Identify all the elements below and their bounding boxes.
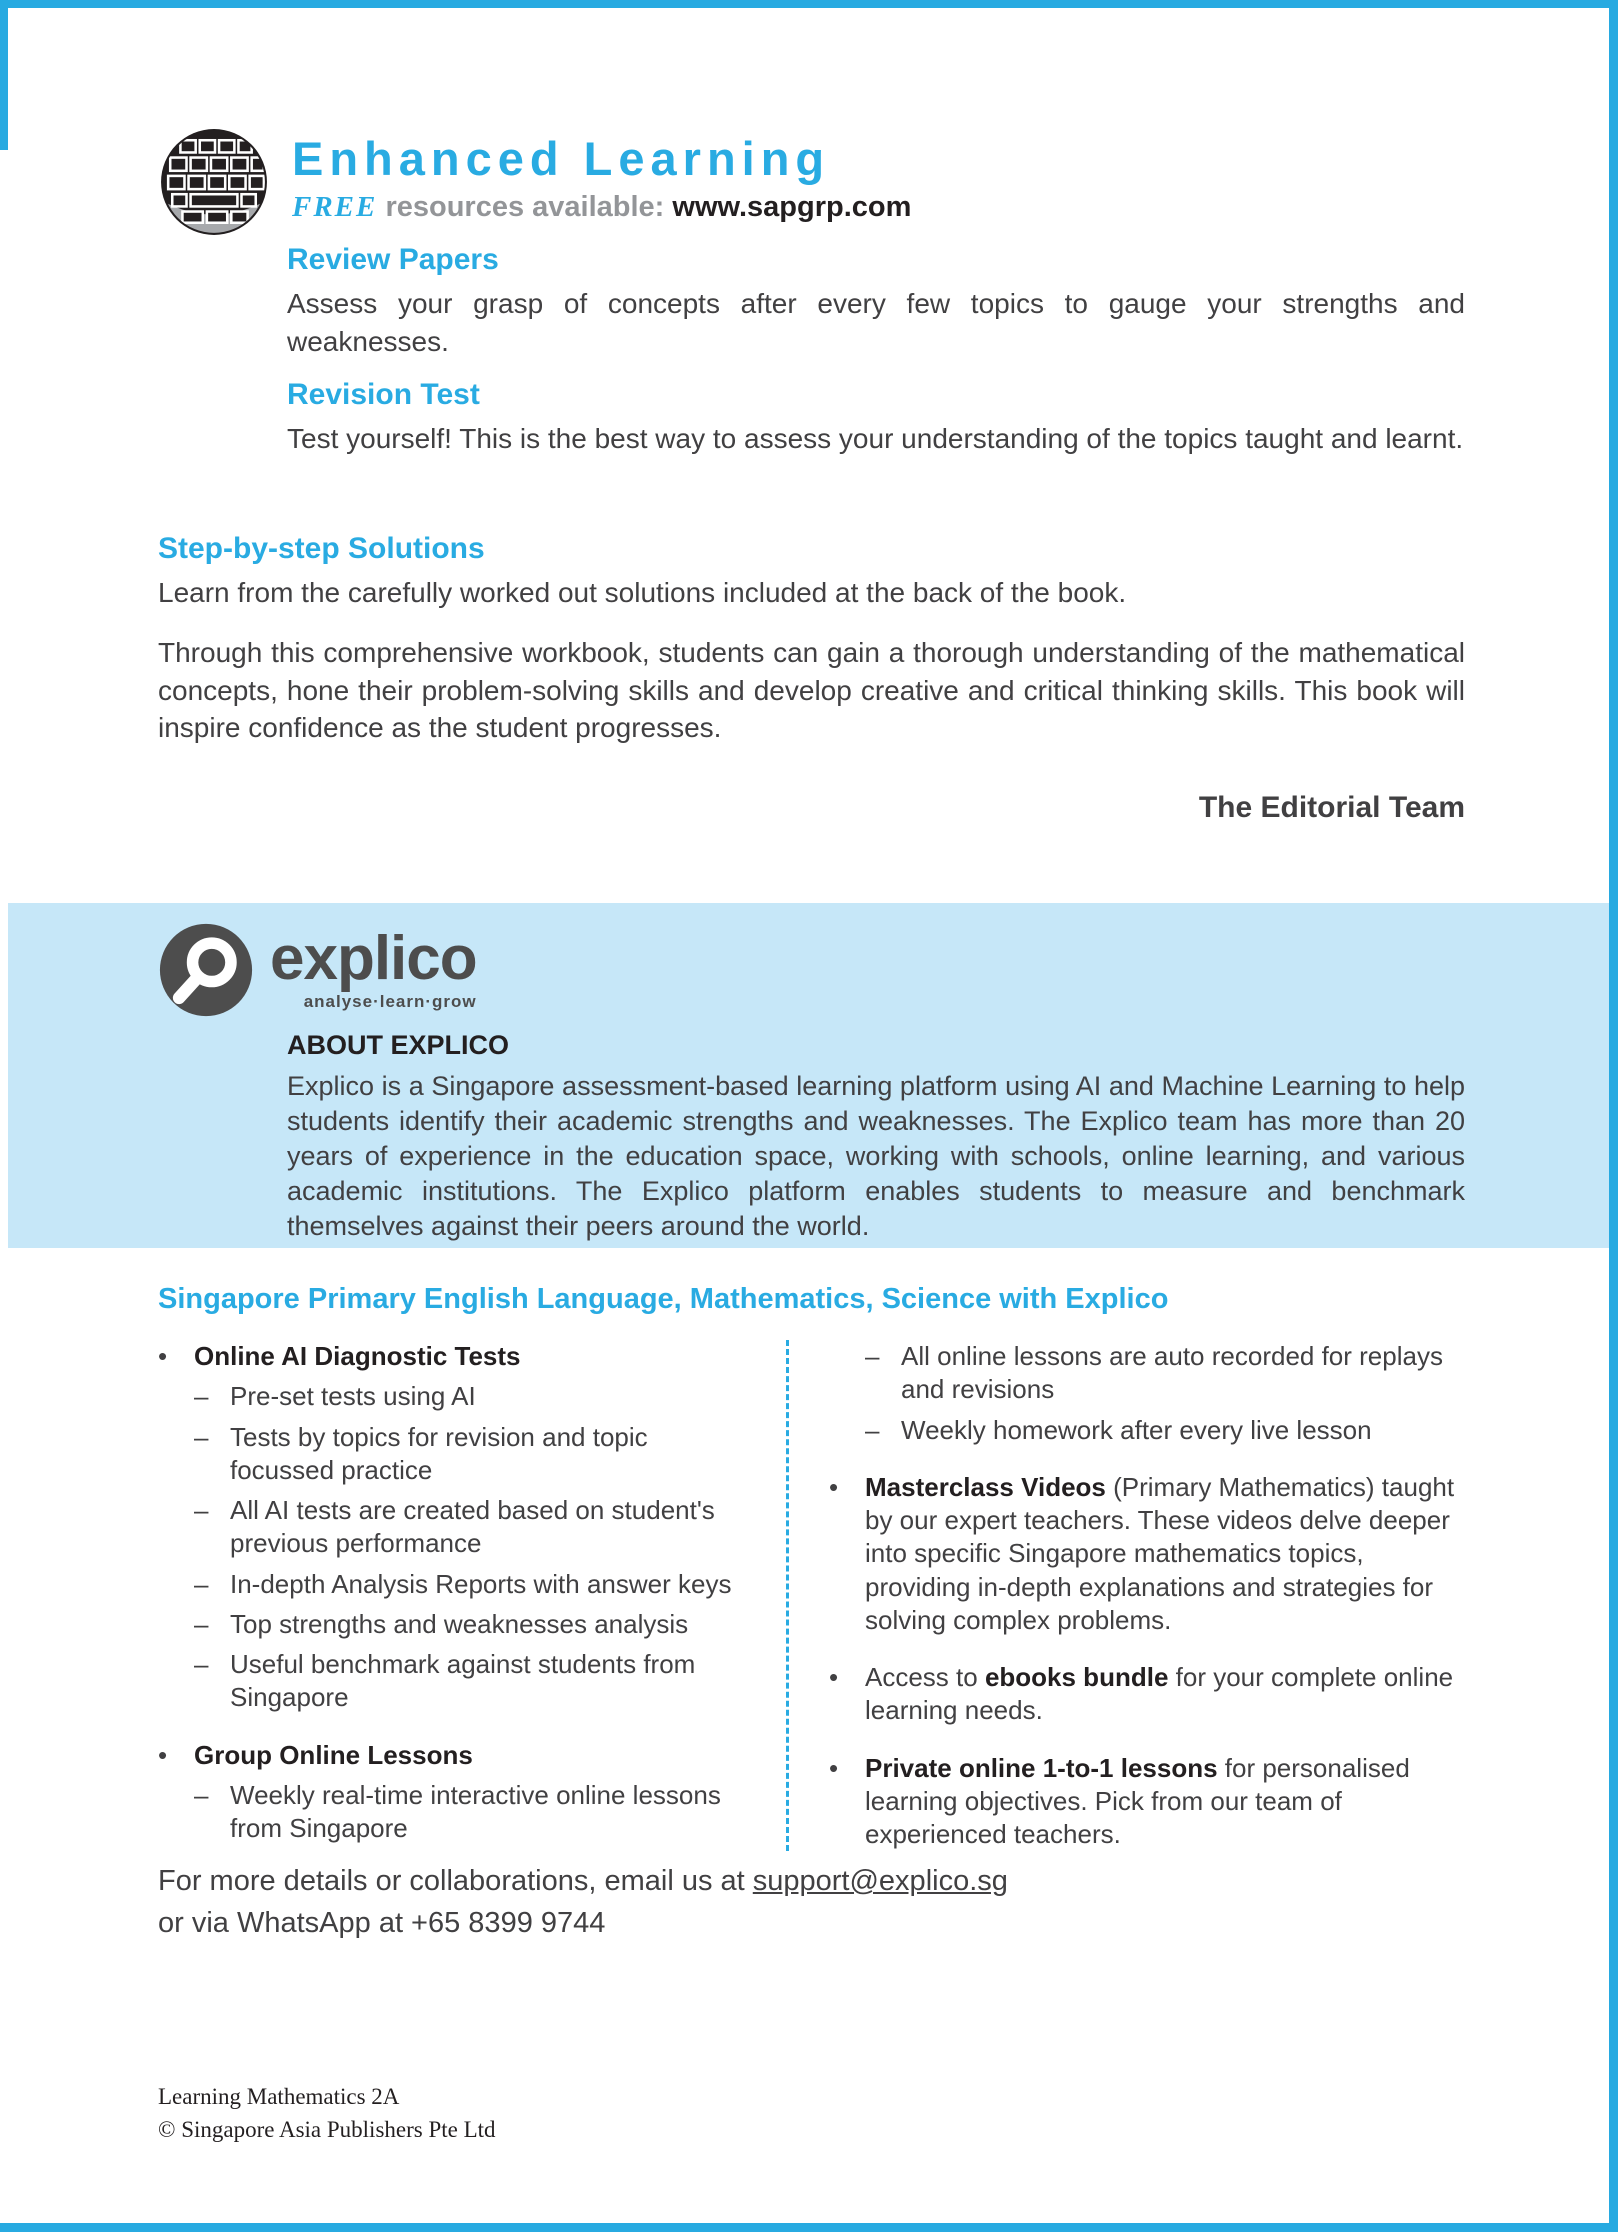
- offers-heading: Singapore Primary English Language, Mathematics, Science with Explico: [158, 1283, 1169, 1315]
- free-resources-line: [292, 191, 911, 224]
- explico-wordmark: explico: [270, 924, 477, 993]
- page-footer: [158, 2080, 496, 2147]
- explico-tagline: analyse·learn·grow: [303, 992, 477, 1011]
- list-item-text: Top strengths and weaknesses analysis: [230, 1608, 689, 1639]
- footer-copyright: © Singapore Asia Publishers Pte Ltd: [158, 2117, 496, 2143]
- solutions-body: Learn from the carefully worked out solutions included at the back of the book.: [158, 577, 1127, 608]
- footer-book-title: Learning Mathematics 2A: [158, 2084, 400, 2109]
- list-item: [158, 1568, 758, 1601]
- list-item: [158, 1779, 758, 1846]
- list-item: [158, 1648, 758, 1715]
- list-marker: •: [829, 1471, 839, 1502]
- explico-logo-icon: [158, 922, 254, 1018]
- list-item: [829, 1340, 1465, 1407]
- free-label: FREE: [292, 191, 378, 224]
- list-item-text: Masterclass Videos (Primary Mathematics) taught by our expert teachers. These videos delve deeper into specific Singapore mathematics topics, providing in-depth explanations and strategies for solving complex problems.: [865, 1471, 1455, 1635]
- contact-line-2: or via WhatsApp at +65 8399 9744: [158, 1907, 606, 1940]
- contact-line-1: [158, 1860, 1008, 1902]
- page-border-bottom: [0, 2223, 1618, 2232]
- list-marker: •: [829, 1752, 839, 1783]
- offers-columns: [158, 1340, 1465, 1851]
- explico-logo: [158, 922, 477, 1018]
- list-item: [158, 1494, 758, 1561]
- revision-test-heading: Revision Test: [287, 378, 480, 411]
- list-item-text: All AI tests are created based on student's previous performance: [230, 1495, 715, 1559]
- list-marker: –: [194, 1779, 209, 1810]
- list-item-text: Group Online Lessons: [194, 1739, 473, 1770]
- contact-block: [158, 1860, 1008, 1944]
- globe-keyboard-icon: [158, 126, 270, 238]
- list-item-text: Weekly real-time interactive online lessons from Singapore: [230, 1779, 721, 1844]
- list-marker: •: [158, 1341, 168, 1371]
- resources-text: resources available:: [385, 191, 665, 224]
- support-email-link[interactable]: support@explico.sg: [752, 1865, 1008, 1897]
- list-item: [158, 1608, 758, 1641]
- list-item-text: Access to ebooks bundle for your complete online learning needs.: [865, 1662, 1454, 1726]
- page-border-top: [0, 0, 1618, 8]
- list-item-text: All online lessons are auto recorded for replays and revisions: [901, 1341, 1443, 1405]
- list-item: [158, 1380, 758, 1413]
- section-review-papers: [287, 243, 1465, 361]
- list-item: [829, 1661, 1465, 1728]
- contact-line-1-text: For more details or collaborations, email us at: [158, 1865, 753, 1897]
- list-marker: –: [865, 1414, 880, 1445]
- list-item-text: Online AI Diagnostic Tests: [194, 1341, 521, 1371]
- review-papers-body: Assess your grasp of concepts after every few topics to gauge your strengths and weaknesses.: [287, 288, 1465, 357]
- list-item: [158, 1340, 758, 1373]
- list-item: [829, 1471, 1465, 1637]
- editorial-team-signature: The Editorial Team: [1198, 791, 1465, 825]
- list-item-text: Tests by topics for revision and topic focussed practice: [230, 1421, 648, 1485]
- list-item-text: Weekly homework after every live lesson: [901, 1414, 1372, 1445]
- page-border-left: [0, 0, 8, 150]
- list-item-text: Useful benchmark against students from Singapore: [230, 1649, 696, 1713]
- about-explico-section: [287, 1030, 1465, 1244]
- list-item: [158, 1421, 758, 1488]
- list-marker: –: [194, 1649, 209, 1680]
- list-marker: –: [194, 1568, 209, 1599]
- list-item: [829, 1414, 1465, 1447]
- page-border-right: [1609, 0, 1618, 2232]
- list-item: [829, 1752, 1465, 1852]
- offers-left-column: [158, 1340, 758, 1851]
- about-explico-body: Explico is a Singapore assessment-based learning platform using AI and Machine Learning to help students identify their academic strengths and weaknesses. The Explico team has more than 20 years of experience in the education space, working with schools, online learning, and various academic institutions. The Explico platform enables students to measure and benchmark themselves against their peers around the world.: [287, 1071, 1465, 1242]
- sap-url-link[interactable]: www.sapgrp.com: [672, 191, 912, 224]
- offers-right-column: [829, 1340, 1465, 1851]
- list-item-text: In-depth Analysis Reports with answer keys: [230, 1568, 732, 1599]
- list-marker: –: [194, 1421, 209, 1452]
- section-revision-test: [287, 378, 1465, 458]
- section-solutions: [158, 532, 1465, 825]
- column-divider: [786, 1340, 789, 1851]
- list-item: [158, 1739, 758, 1772]
- enhanced-learning-header: [158, 126, 911, 238]
- list-item-text: Pre-set tests using AI: [230, 1381, 476, 1412]
- list-marker: –: [194, 1495, 209, 1526]
- list-item-text: Private online 1-to-1 lessons for personalised learning objectives. Pick from our team of experienced teachers.: [865, 1752, 1410, 1850]
- list-marker: –: [194, 1381, 209, 1412]
- solutions-heading: Step-by-step Solutions: [158, 532, 485, 565]
- closing-paragraph: Through this comprehensive workbook, students can gain a thorough understanding of the mathematical concepts, hone their problem-solving skills and develop creative and critical thinking skills. This book will inspire confidence as the student progresses.: [158, 636, 1465, 744]
- revision-test-body: Test yourself! This is the best way to assess your understanding of the topics taught and learnt.: [287, 423, 1464, 454]
- enhanced-learning-title: Enhanced Learning: [292, 132, 831, 185]
- list-marker: –: [194, 1608, 209, 1639]
- list-marker: –: [865, 1341, 880, 1371]
- list-marker: •: [158, 1739, 168, 1770]
- list-marker: •: [829, 1662, 839, 1693]
- about-explico-heading: ABOUT EXPLICO: [287, 1030, 510, 1060]
- review-papers-heading: Review Papers: [287, 243, 499, 276]
